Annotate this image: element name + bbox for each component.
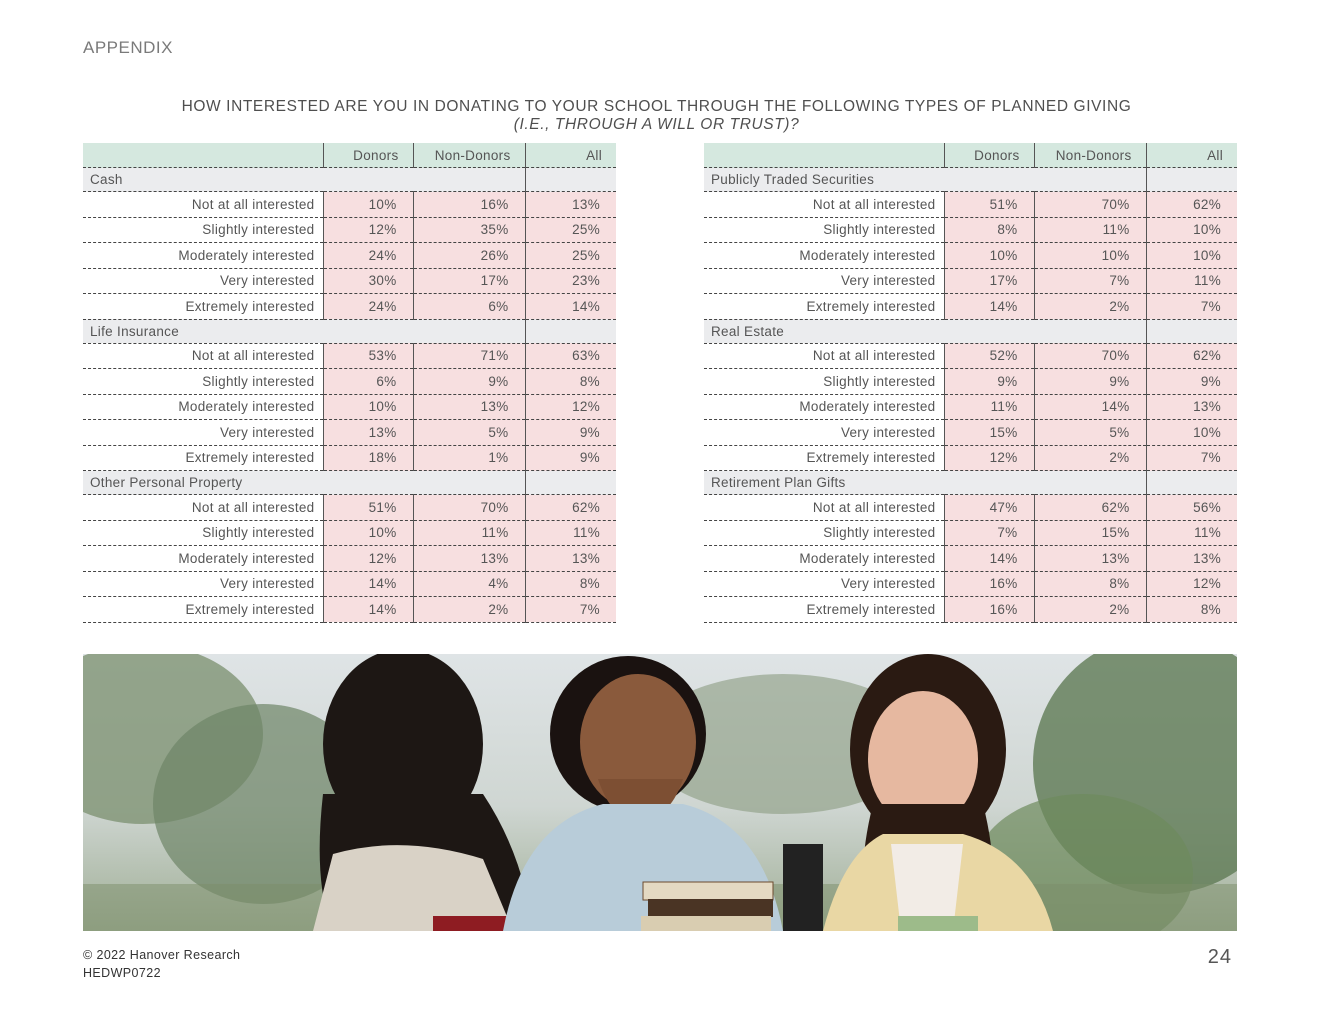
percent-cell: 12% (1146, 571, 1237, 597)
category-row (704, 319, 1237, 343)
percent-cell: 51% (944, 192, 1034, 218)
percent-cell: 18% (323, 445, 413, 471)
percent-cell: 11% (944, 394, 1034, 420)
percent-cell: 11% (1146, 520, 1237, 546)
row-label: Extremely interested (83, 597, 323, 623)
percent-cell: 12% (323, 217, 413, 243)
footer-credits (83, 946, 240, 982)
table-row (704, 343, 1237, 369)
row-label: Moderately interested (704, 394, 944, 420)
percent-cell: 13% (413, 394, 525, 420)
question-title-line1: HOW INTERESTED ARE YOU IN DONATING TO YOUR SCHOOL THROUGH THE FOLLOWING TYPES OF PLANNED GIVING (181, 98, 1132, 115)
table-row (704, 369, 1237, 395)
percent-cell: 10% (323, 520, 413, 546)
row-label: Slightly interested (704, 369, 944, 395)
row-label: Extremely interested (83, 445, 323, 471)
percent-cell: 4% (413, 571, 525, 597)
question-title-line2: (I.E., THROUGH A WILL OR TRUST)? (513, 116, 800, 133)
percent-cell: 70% (1034, 192, 1146, 218)
row-label: Moderately interested (83, 243, 323, 269)
row-label: Not at all interested (704, 192, 944, 218)
row-label: Moderately interested (83, 546, 323, 572)
row-label: Not at all interested (83, 495, 323, 521)
row-label: Extremely interested (704, 597, 944, 623)
percent-cell: 15% (944, 420, 1034, 446)
percent-cell: 9% (1146, 369, 1237, 395)
percent-cell: 25% (525, 243, 616, 269)
percent-cell: 13% (525, 192, 616, 218)
row-label: Not at all interested (704, 343, 944, 369)
percent-cell: 11% (1146, 268, 1237, 294)
percent-cell: 14% (323, 571, 413, 597)
table-row (704, 217, 1237, 243)
percent-cell: 53% (323, 343, 413, 369)
percent-cell: 8% (1034, 571, 1146, 597)
percent-cell: 14% (323, 597, 413, 623)
row-label: Very interested (704, 571, 944, 597)
percent-cell: 9% (413, 369, 525, 395)
table-row (704, 445, 1237, 471)
category-row (704, 471, 1237, 495)
column-header: Donors (944, 143, 1034, 168)
table-row (704, 192, 1237, 218)
percent-cell: 26% (413, 243, 525, 269)
copyright-text: © 2022 Hanover Research (83, 948, 241, 962)
students-photo-illustration (83, 654, 1237, 931)
column-header: Non-Donors (413, 143, 525, 168)
category-row (704, 168, 1237, 192)
page-number: 24 (1207, 946, 1232, 968)
percent-cell: 7% (944, 520, 1034, 546)
row-label: Extremely interested (704, 445, 944, 471)
table-row (83, 192, 616, 218)
table-row (83, 243, 616, 269)
percent-cell: 13% (1034, 546, 1146, 572)
category-spacer (1146, 168, 1237, 192)
percent-cell: 10% (1034, 243, 1146, 269)
row-label: Very interested (83, 571, 323, 597)
percent-cell: 35% (413, 217, 525, 243)
header-blank-cell (83, 143, 323, 168)
category-label: Retirement Plan Gifts (704, 471, 1146, 495)
percent-cell: 13% (323, 420, 413, 446)
table-row (704, 394, 1237, 420)
row-label: Slightly interested (704, 217, 944, 243)
percent-cell: 6% (323, 369, 413, 395)
table-header-row (704, 143, 1237, 168)
percent-cell: 70% (413, 495, 525, 521)
percent-cell: 13% (1146, 394, 1237, 420)
percent-cell: 13% (525, 546, 616, 572)
percent-cell: 15% (1034, 520, 1146, 546)
percent-cell: 62% (1034, 495, 1146, 521)
percent-cell: 8% (1146, 597, 1237, 623)
table-row (704, 420, 1237, 446)
percent-cell: 71% (413, 343, 525, 369)
table-row (83, 571, 616, 597)
table-row (83, 445, 616, 471)
row-label: Slightly interested (83, 217, 323, 243)
table-row (704, 495, 1237, 521)
table-row (704, 520, 1237, 546)
table-row (704, 546, 1237, 572)
percent-cell: 9% (1034, 369, 1146, 395)
table-row (83, 597, 616, 623)
table-row (83, 394, 616, 420)
percent-cell: 2% (1034, 294, 1146, 320)
percent-cell: 23% (525, 268, 616, 294)
percent-cell: 16% (944, 571, 1034, 597)
table-row (83, 495, 616, 521)
students-photo (83, 654, 1237, 931)
percent-cell: 56% (1146, 495, 1237, 521)
percent-cell: 12% (525, 394, 616, 420)
row-label: Extremely interested (83, 294, 323, 320)
percent-cell: 14% (525, 294, 616, 320)
percent-cell: 2% (1034, 597, 1146, 623)
category-spacer (1146, 319, 1237, 343)
table-row (83, 217, 616, 243)
table-row (704, 268, 1237, 294)
percent-cell: 8% (525, 571, 616, 597)
category-spacer (1146, 471, 1237, 495)
column-header: All (1146, 143, 1237, 168)
category-label: Other Personal Property (83, 471, 525, 495)
percent-cell: 47% (944, 495, 1034, 521)
percent-cell: 9% (525, 420, 616, 446)
row-label: Moderately interested (704, 546, 944, 572)
row-label: Very interested (83, 268, 323, 294)
row-label: Not at all interested (704, 495, 944, 521)
percent-cell: 13% (1146, 546, 1237, 572)
header-blank-cell (704, 143, 944, 168)
percent-cell: 10% (1146, 420, 1237, 446)
table-row (704, 243, 1237, 269)
percent-cell: 12% (944, 445, 1034, 471)
percent-cell: 24% (323, 243, 413, 269)
percent-cell: 5% (413, 420, 525, 446)
category-label: Real Estate (704, 319, 1146, 343)
percent-cell: 10% (323, 192, 413, 218)
category-row (83, 319, 616, 343)
column-header: All (525, 143, 616, 168)
row-label: Not at all interested (83, 192, 323, 218)
percent-cell: 8% (525, 369, 616, 395)
percent-cell: 1% (413, 445, 525, 471)
percent-cell: 13% (413, 546, 525, 572)
percent-cell: 51% (323, 495, 413, 521)
percent-cell: 8% (944, 217, 1034, 243)
row-label: Very interested (83, 420, 323, 446)
percent-cell: 25% (525, 217, 616, 243)
category-label: Publicly Traded Securities (704, 168, 1146, 192)
left-results-table (83, 143, 616, 623)
table-row (704, 597, 1237, 623)
row-label: Moderately interested (83, 394, 323, 420)
percent-cell: 12% (323, 546, 413, 572)
category-row (83, 471, 616, 495)
percent-cell: 5% (1034, 420, 1146, 446)
category-label: Cash (83, 168, 525, 192)
percent-cell: 17% (944, 268, 1034, 294)
percent-cell: 2% (413, 597, 525, 623)
row-label: Moderately interested (704, 243, 944, 269)
column-header: Non-Donors (1034, 143, 1146, 168)
row-label: Very interested (704, 268, 944, 294)
right-results-table (704, 143, 1237, 623)
percent-cell: 14% (944, 546, 1034, 572)
percent-cell: 11% (525, 520, 616, 546)
percent-cell: 10% (944, 243, 1034, 269)
percent-cell: 7% (1146, 294, 1237, 320)
percent-cell: 70% (1034, 343, 1146, 369)
percent-cell: 11% (1034, 217, 1146, 243)
table-row (704, 571, 1237, 597)
percent-cell: 62% (1146, 192, 1237, 218)
question-title (83, 98, 1230, 134)
percent-cell: 7% (1034, 268, 1146, 294)
row-label: Not at all interested (83, 343, 323, 369)
percent-cell: 62% (525, 495, 616, 521)
row-label: Slightly interested (83, 520, 323, 546)
percent-cell: 10% (1146, 243, 1237, 269)
table-header-row (83, 143, 616, 168)
percent-cell: 30% (323, 268, 413, 294)
category-row (83, 168, 616, 192)
table-row (83, 343, 616, 369)
percent-cell: 6% (413, 294, 525, 320)
percent-cell: 14% (944, 294, 1034, 320)
table-row (83, 294, 616, 320)
percent-cell: 62% (1146, 343, 1237, 369)
table-row (83, 268, 616, 294)
percent-cell: 16% (413, 192, 525, 218)
percent-cell: 52% (944, 343, 1034, 369)
section-label: APPENDIX (83, 38, 173, 57)
row-label: Slightly interested (83, 369, 323, 395)
row-label: Extremely interested (704, 294, 944, 320)
column-header: Donors (323, 143, 413, 168)
category-spacer (525, 168, 616, 192)
percent-cell: 2% (1034, 445, 1146, 471)
percent-cell: 10% (1146, 217, 1237, 243)
percent-cell: 63% (525, 343, 616, 369)
document-code: HEDWP0722 (83, 966, 161, 980)
percent-cell: 14% (1034, 394, 1146, 420)
table-row (83, 420, 616, 446)
percent-cell: 7% (1146, 445, 1237, 471)
percent-cell: 10% (323, 394, 413, 420)
percent-cell: 16% (944, 597, 1034, 623)
percent-cell: 9% (525, 445, 616, 471)
row-label: Slightly interested (704, 520, 944, 546)
table-row (83, 546, 616, 572)
percent-cell: 9% (944, 369, 1034, 395)
percent-cell: 24% (323, 294, 413, 320)
table-row (83, 369, 616, 395)
category-spacer (525, 319, 616, 343)
percent-cell: 17% (413, 268, 525, 294)
category-label: Life Insurance (83, 319, 525, 343)
category-spacer (525, 471, 616, 495)
percent-cell: 11% (413, 520, 525, 546)
percent-cell: 7% (525, 597, 616, 623)
table-row (83, 520, 616, 546)
table-row (704, 294, 1237, 320)
row-label: Very interested (704, 420, 944, 446)
